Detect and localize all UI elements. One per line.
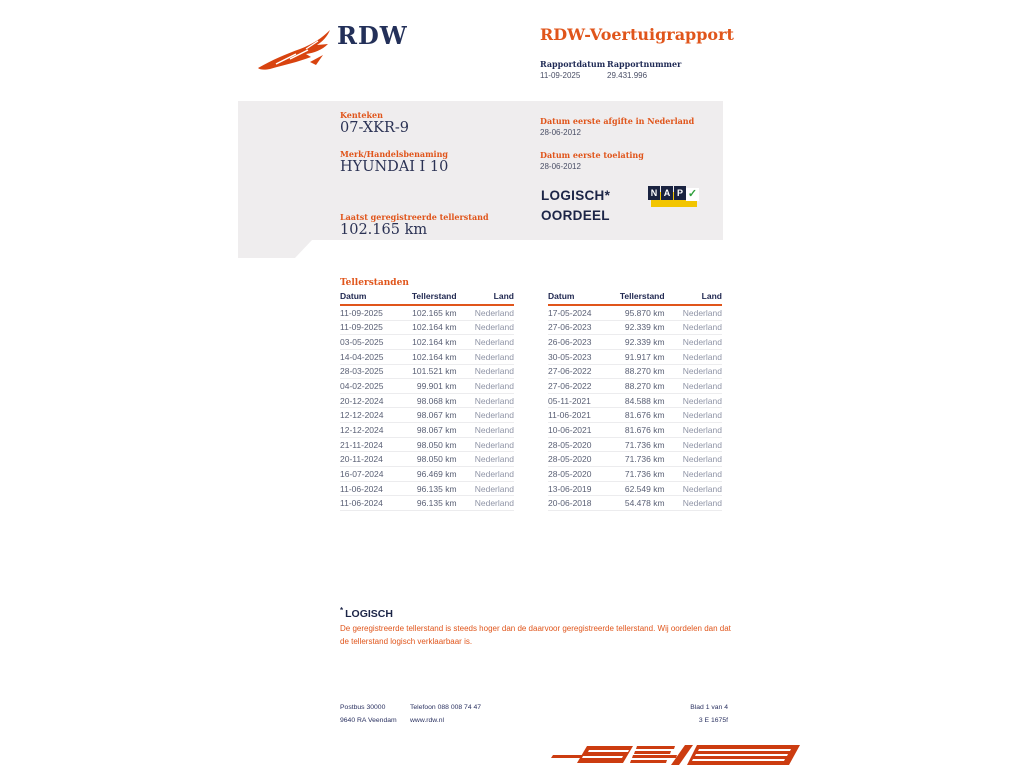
rdw-logo-text: RDW [337,21,408,50]
table-row [340,365,514,380]
cell-land: Nederland [474,322,514,333]
cell-land: Nederland [682,454,722,465]
table-row [548,423,722,438]
cell-tellerstand: 71.736 km [624,468,665,479]
tellerstanden-table-right [548,291,722,511]
cell-datum: 04-02-2025 [340,381,384,392]
cell-tellerstand: 102.165 km [412,307,457,318]
cell-datum: 12-12-2024 [340,410,384,421]
footer-pagination [528,701,728,727]
footer-address [340,701,397,727]
column-header-tellerstand: Tellerstand [411,291,457,301]
cell-datum: 27-06-2022 [548,366,592,377]
cell-datum: 20-11-2024 [340,454,383,465]
cell-land: Nederland [474,351,514,362]
table-row [548,438,722,453]
cell-datum: 05-11-2021 [548,395,591,406]
cell-tellerstand: 91.917 km [624,351,665,362]
table-row [548,452,722,467]
table-row [548,350,722,365]
report-number-label: Rapportnummer [607,59,682,69]
table-row [548,365,722,380]
column-header-land: Land [701,291,722,301]
footnote-text: De geregistreerde tellerstand is steeds hoger dan de daarvoor geregistreerde tellerstand. Wij oordelen dan dat de tellerstand logisch verklaarbaar is. [340,624,731,646]
table-row [340,438,514,453]
cell-land: Nederland [474,395,514,406]
table-row [340,306,514,321]
cell-tellerstand: 81.676 km [624,424,665,435]
cell-datum: 28-03-2025 [340,366,384,377]
oordeel-line2: OORDEEL [541,208,610,223]
table-row [548,379,722,394]
cell-tellerstand: 88.270 km [624,366,665,377]
cell-land: Nederland [474,381,514,392]
cell-tellerstand: 96.469 km [416,468,457,479]
footer-phone: Telefoon 088 008 74 47 [410,704,482,711]
cell-land: Nederland [682,498,722,509]
nap-checkmark-icon: ✓ [687,188,698,200]
speed-stripes-graphic [545,742,800,768]
rdw-wing-logo-icon [256,28,332,72]
table-row [340,423,514,438]
report-date-value: 11-09-2025 [540,71,581,80]
cell-datum: 11-09-2025 [340,307,383,318]
cell-tellerstand: 92.339 km [624,322,665,333]
footnote-title-text: LOGISCH [345,608,393,620]
table-row [548,335,722,350]
cell-tellerstand: 95.870 km [624,307,665,318]
cell-land: Nederland [474,307,514,318]
eerste-toelating-label: Datum eerste toelating [540,150,644,160]
cell-tellerstand: 98.067 km [416,410,457,421]
cell-datum: 21-11-2024 [340,439,383,450]
cell-land: Nederland [682,439,722,450]
report-title: RDW-Voertuigrapport [540,25,734,44]
cell-datum: 11-06-2021 [548,410,591,421]
cell-tellerstand: 54.478 km [624,498,665,509]
table-row [340,408,514,423]
report-date-label: Rapportdatum [540,59,606,69]
eerste-afgifte-label: Datum eerste afgifte in Nederland [540,116,695,126]
laatste-tellerstand-value: 102.165 km [340,222,428,238]
table-row [340,321,514,336]
tellerstanden-table-left [340,291,514,511]
footer-contact [410,701,481,727]
cell-datum: 20-06-2018 [548,498,592,509]
table-row [340,452,514,467]
cell-land: Nederland [682,483,722,494]
cell-tellerstand: 92.339 km [624,337,665,348]
kenteken-value: 07-XKR-9 [340,120,410,136]
cell-land: Nederland [682,366,722,377]
table-row [548,482,722,497]
table-row [340,335,514,350]
cell-tellerstand: 102.164 km [412,351,457,362]
table-row [340,482,514,497]
report-number-value: 29.431.996 [607,71,648,80]
cell-datum: 20-12-2024 [340,395,384,406]
merk-value: HYUNDAI I 10 [340,159,449,175]
cell-tellerstand: 98.067 km [416,424,457,435]
merk-label: Merk/Handelsbenaming [340,149,449,159]
tellerstanden-table-left-body [340,306,514,511]
cell-tellerstand: 71.736 km [624,454,665,465]
column-header-land: Land [493,291,514,301]
cell-tellerstand: 96.135 km [416,483,457,494]
cell-land: Nederland [474,337,514,348]
table-row [548,408,722,423]
cell-tellerstand: 88.270 km [624,381,665,392]
nap-logo [648,186,698,210]
cell-tellerstand: 96.135 km [416,498,457,509]
tellerstanden-section-title: Tellerstanden [340,278,409,288]
cell-datum: 11-09-2025 [340,322,383,333]
table-row [548,467,722,482]
cell-land: Nederland [474,410,514,421]
cell-datum: 13-06-2019 [548,483,592,494]
cell-land: Nederland [474,454,514,465]
cell-land: Nederland [682,410,722,421]
table-row [340,394,514,409]
cell-land: Nederland [474,424,514,435]
column-header-datum: Datum [340,291,367,301]
footer-address-line2: 9640 RA Veendam [340,717,397,724]
cell-land: Nederland [682,337,722,348]
cell-land: Nederland [682,351,722,362]
cell-tellerstand: 62.549 km [624,483,665,494]
cell-land: Nederland [682,322,722,333]
cell-datum: 27-06-2022 [548,381,592,392]
table-row [340,496,514,511]
cell-land: Nederland [682,381,722,392]
column-header-datum: Datum [548,291,575,301]
cell-land: Nederland [474,498,514,509]
cell-datum: 26-06-2023 [548,337,592,348]
table-row [340,467,514,482]
footer-page-number: Blad 1 van 4 [690,704,728,711]
cell-tellerstand: 99.901 km [416,381,457,392]
cell-datum: 28-05-2020 [548,439,592,450]
cell-land: Nederland [474,483,514,494]
cell-datum: 11-06-2024 [340,483,383,494]
cell-datum: 11-06-2024 [340,498,383,509]
table-row [340,350,514,365]
cell-datum: 03-05-2025 [340,337,384,348]
table-row [548,394,722,409]
oordeel-verdict [541,186,610,226]
laatste-tellerstand-label: Laatst geregistreerde tellerstand [340,212,489,222]
cell-tellerstand: 98.050 km [416,439,457,450]
footnote-asterisk: * [340,606,344,615]
cell-datum: 12-12-2024 [340,424,384,435]
cell-land: Nederland [682,307,722,318]
cell-tellerstand: 71.736 km [624,439,665,450]
footnote-title [340,606,393,620]
cell-datum: 28-05-2020 [548,454,592,465]
cell-land: Nederland [474,439,514,450]
cell-tellerstand: 81.676 km [624,410,665,421]
table-row [340,379,514,394]
cell-datum: 14-04-2025 [340,351,384,362]
cell-datum: 28-05-2020 [548,468,592,479]
footer-doc-code: 3 E 1675f [698,717,728,724]
cell-tellerstand: 98.068 km [416,395,457,406]
cell-land: Nederland [682,395,722,406]
table-row [548,496,722,511]
cell-tellerstand: 101.521 km [412,366,457,377]
cell-tellerstand: 84.588 km [624,395,665,406]
cell-datum: 16-07-2024 [340,468,384,479]
cell-land: Nederland [474,468,514,479]
kenteken-label: Kenteken [340,110,383,120]
eerste-toelating-value: 28-06-2012 [540,162,581,171]
nap-letter-n: N [648,186,660,200]
cell-tellerstand: 102.164 km [412,322,457,333]
footer-address-line1: Postbus 30000 [340,704,386,711]
table-header-row [548,291,722,306]
cell-land: Nederland [474,366,514,377]
cell-tellerstand: 102.164 km [412,337,457,348]
cell-land: Nederland [682,424,722,435]
oordeel-line1: LOGISCH* [541,188,611,203]
cell-datum: 17-05-2024 [548,307,592,318]
nap-letter-a: A [661,186,673,200]
table-row [548,321,722,336]
cell-land: Nederland [682,468,722,479]
cell-datum: 27-06-2023 [548,322,592,333]
eerste-afgifte-value: 28-06-2012 [540,128,581,137]
cell-tellerstand: 98.050 km [416,454,457,465]
table-row [548,306,722,321]
column-header-tellerstand: Tellerstand [619,291,665,301]
tellerstanden-table-right-body [548,306,722,511]
footer-website-link[interactable]: www.rdw.nl [410,717,444,724]
cell-datum: 10-06-2021 [548,424,592,435]
cell-datum: 30-05-2023 [548,351,592,362]
nap-letter-p: P [674,186,686,200]
table-header-row [340,291,514,306]
